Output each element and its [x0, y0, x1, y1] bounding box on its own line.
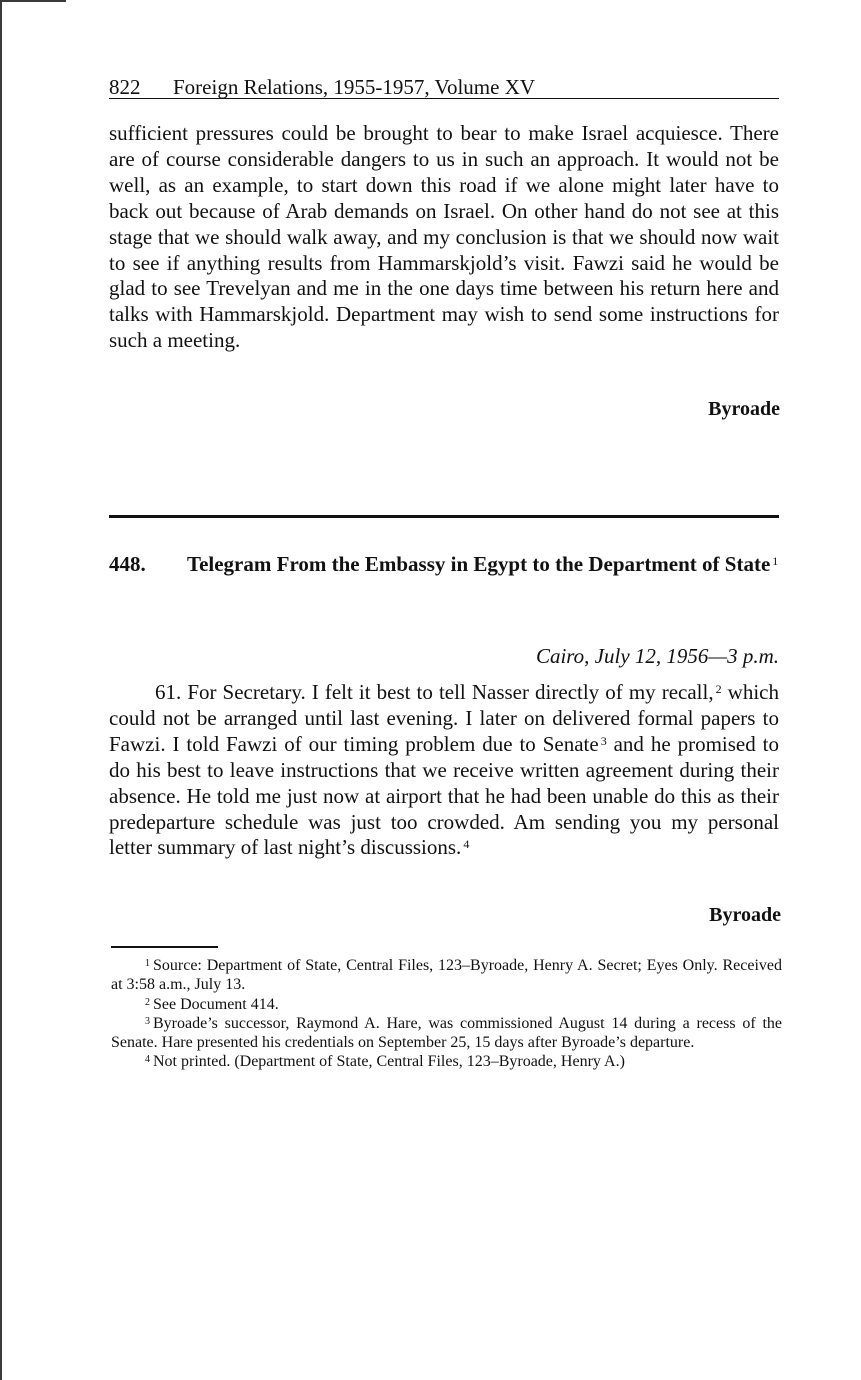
page-number: 822	[109, 75, 141, 99]
footnote-text-3: Byroade’s successor, Raymond A. Hare, was commissioned August 14 during a recess of the Senate. Hare presented his credentials on September 25, 15 days after Byroade’s departure.	[111, 1014, 782, 1052]
footnote-text-1: Source: Department of State, Central Files, 123–Byroade, Henry A. Secret; Eyes Only. Received at 3:58 a.m., July 13.	[111, 957, 782, 994]
document-title-text: Telegram From the Embassy in Egypt to the Department of State	[187, 552, 771, 576]
document-title	[187, 551, 779, 577]
running-title: Foreign Relations, 1955-1957, Volume XV	[173, 75, 536, 99]
footnote-1	[111, 956, 782, 995]
footnote-marker-1: 1	[145, 958, 150, 969]
footnote-rule	[111, 946, 218, 948]
scan-edge-top	[0, 0, 66, 2]
scan-edge-left	[0, 0, 2, 1380]
footnote-ref-2: 2	[715, 682, 722, 696]
continued-paragraph	[109, 121, 779, 354]
signature-telegram: Byroade	[709, 904, 781, 926]
footnote-2	[111, 995, 782, 1014]
continued-paragraph-text: sufficient pressures could be brought to bear to make Israel acquiesce. There are of course considerable dangers to us in such an approach. It would not be well, as an example, to start down this road if we alone might later have to back out because of Arab demands on Israel. On other hand do not see at this stage that we should walk away, and my conclusion is that we should now wait to see if anything results from Hammarskjold’s visit. Fawzi said he would be glad to see Trevelyan and me in the one days time between his return here and talks with Hammarskjold. Department may wish to send some instructions for such a meeting.	[109, 121, 779, 353]
telegram-text-part-2: which could not be arranged until last evening. I later on delivered formal papers to Fawzi. I told Fawzi of our timing problem due to Senate	[109, 680, 779, 756]
footnote-ref-1: 1	[772, 554, 779, 568]
dateline: Cairo, July 12, 1956—3 p.m.	[535, 644, 779, 668]
footnotes	[111, 956, 782, 1072]
footnote-ref-4: 4	[463, 837, 470, 852]
telegram-text-part-3: and he promised to do his best to leave instructions that we receive written agreement during their absence. He told me just now at airport that he had been unable do this as their predeparture schedule was just too crowded. Am sending you my personal letter summary of last night’s discussions.	[109, 731, 779, 860]
telegram-body	[109, 680, 779, 861]
footnote-marker-4: 4	[145, 1054, 150, 1066]
signature-previous-document: Byroade	[708, 398, 780, 420]
footnote-text-4: Not printed. (Department of State, Central Files, 123–Byroade, Henry A.)	[153, 1053, 625, 1071]
footnote-text-2: See Document 414.	[153, 995, 279, 1013]
telegram-text-part-1: 61. For Secretary. I felt it best to tell Nasser directly of my recall,	[155, 680, 714, 704]
footnote-marker-2: 2	[145, 996, 150, 1008]
document-number: 448.	[109, 552, 146, 576]
footnote-ref-3: 3	[600, 733, 607, 748]
running-header	[109, 74, 779, 99]
document-separator-rule	[109, 515, 779, 518]
footnote-3	[111, 1014, 782, 1053]
footnote-4	[111, 1052, 782, 1071]
telegram-paragraph	[109, 680, 779, 861]
footnote-marker-3: 3	[145, 1015, 150, 1027]
